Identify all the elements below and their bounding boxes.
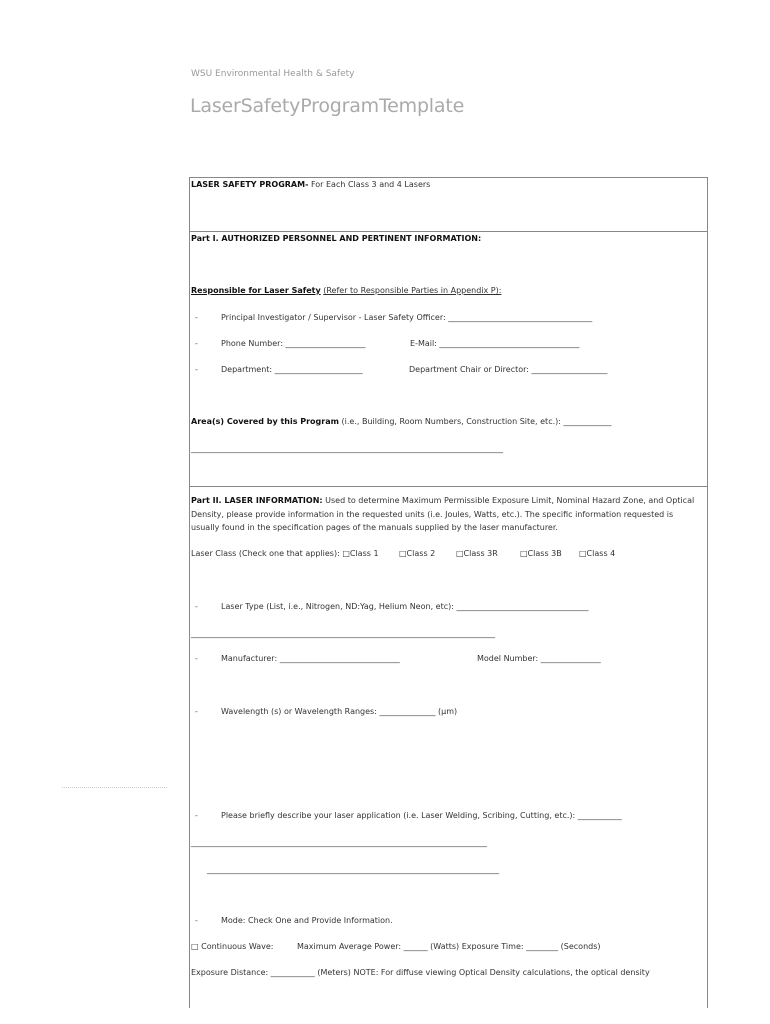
cw-power-exposure-field[interactable]: Maximum Average Power: ______ (Watts) Exposure Time: ________ (Seconds)	[297, 942, 601, 951]
form-frame	[189, 177, 708, 1008]
part2-line2: Density, please provide information in the requested units (i.e. Joules, Watts, etc.). The specific information requested is	[191, 510, 674, 519]
bullet-dept: -	[195, 365, 198, 374]
part1-heading: Part I. AUTHORIZED PERSONNEL AND PERTINENT INFORMATION:	[191, 234, 482, 243]
application-blank-2[interactable]: _________________________________________________________________________	[207, 865, 499, 874]
bullet-manufacturer: -	[195, 654, 198, 663]
mode-label: Mode: Check One and Provide Information.	[221, 916, 393, 925]
bullet-application: -	[195, 811, 198, 820]
application-blank-1[interactable]: __________________________________________________________________________	[191, 838, 487, 847]
application-field[interactable]: Please briefly describe your laser application (i.e. Laser Welding, Scribing, Cutting, etc.): ___________	[221, 811, 622, 820]
model-number-field[interactable]: Model Number: _______________	[477, 654, 601, 663]
responsible-rest: (Refer to Responsible Parties in Appendix P):	[323, 286, 502, 295]
organization-header: WSU Environmental Health & Safety	[191, 69, 355, 79]
part2-line3: usually found in the specification pages of the manuals supplied by the laser manufacturer.	[191, 523, 558, 532]
wavelength-field[interactable]: Wavelength (s) or Wavelength Ranges: ______________ (μm)	[221, 707, 458, 716]
area-bold: Area(s) Covered by this Program	[191, 417, 339, 426]
pi-field[interactable]: Principal Investigator / Supervisor - Laser Safety Officer: ____________________________________	[221, 313, 593, 322]
part2-heading: Part II. LASER INFORMATION:	[191, 496, 323, 505]
margin-rule	[62, 787, 167, 788]
bullet-laser-type: -	[195, 602, 198, 611]
program-heading-bold: LASER SAFETY PROGRAM-	[191, 180, 309, 189]
email-field[interactable]: E-Mail: ___________________________________	[410, 339, 580, 348]
document-title: LaserSafetyProgramTemplate	[190, 95, 465, 117]
responsible-line	[191, 286, 501, 295]
department-field[interactable]: Department: ______________________	[221, 365, 363, 374]
bullet-mode: -	[195, 916, 198, 925]
bullet-phone: -	[195, 339, 198, 348]
area-rest: (i.e., Building, Room Numbers, Construction Site, etc.): ____________	[341, 417, 612, 426]
part2-line1-rest: Used to determine Maximum Permissible Exposure Limit, Nominal Hazard Zone, and Optical	[325, 496, 695, 505]
class-3b-checkbox[interactable]: □Class 3B	[520, 549, 562, 558]
area-line[interactable]	[191, 417, 612, 426]
class-4-checkbox[interactable]: □Class 4	[579, 549, 616, 558]
section-divider-1	[189, 231, 708, 232]
responsible-bold: Responsible for Laser Safety	[191, 286, 321, 295]
manufacturer-field[interactable]: Manufacturer: ______________________________	[221, 654, 400, 663]
exposure-distance-field[interactable]: Exposure Distance: ___________ (Meters) NOTE: For diffuse viewing Optical Density calculations, the optical density	[191, 968, 650, 977]
continuous-wave-checkbox[interactable]: □ Continuous Wave:	[191, 942, 274, 951]
laser-type-field[interactable]: Laser Type (List, i.e., Nitrogen, ND:Yag, Helium Neon, etc): _________________________________	[221, 602, 589, 611]
phone-field[interactable]: Phone Number: ____________________	[221, 339, 366, 348]
class-3r-checkbox[interactable]: □Class 3R	[456, 549, 498, 558]
bullet-pi: -	[195, 313, 198, 322]
laser-class-label[interactable]: Laser Class (Check one that applies): □Class 1	[191, 549, 379, 558]
dept-chair-field[interactable]: Department Chair or Director: ___________________	[409, 365, 608, 374]
laser-type-blank[interactable]: ____________________________________________________________________________	[191, 629, 495, 638]
class-2-checkbox[interactable]: □Class 2	[399, 549, 436, 558]
part2-line1	[191, 496, 694, 505]
program-heading-rest: For Each Class 3 and 4 Lasers	[310, 180, 431, 189]
bullet-wavelength: -	[195, 707, 198, 716]
area-blank[interactable]: ______________________________________________________________________________	[191, 444, 503, 453]
program-heading	[191, 180, 430, 189]
section-divider-2	[189, 486, 708, 487]
